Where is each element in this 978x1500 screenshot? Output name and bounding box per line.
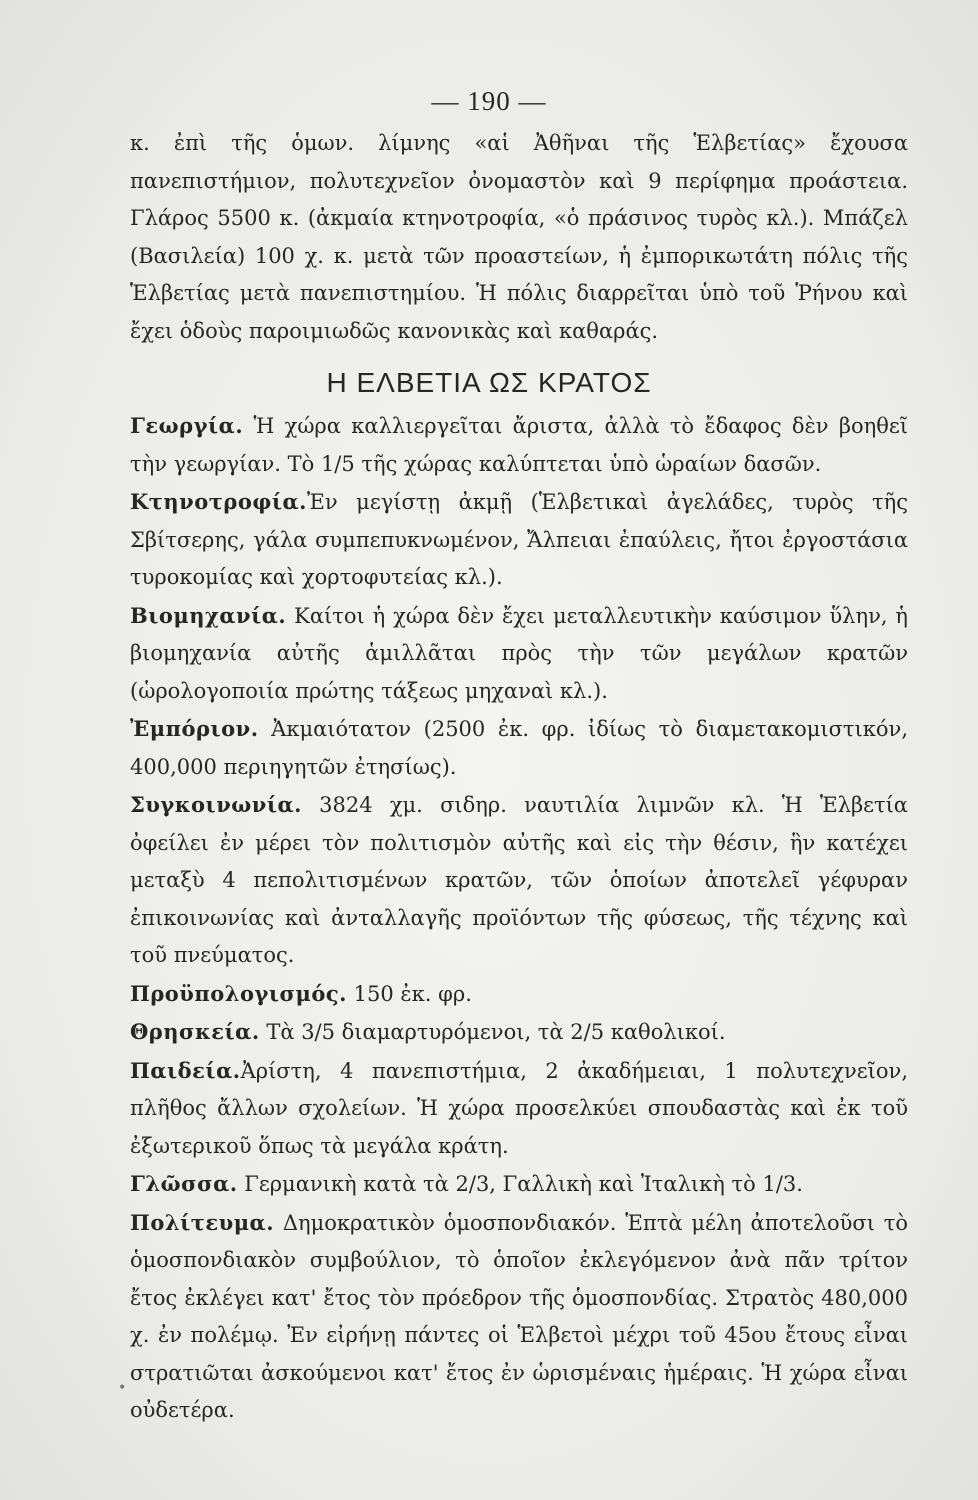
entry-term: Προϋπολογισμός. xyxy=(130,980,347,1006)
entry-text: Ἀρίστη, 4 πανεπιστήμια, 2 ἀκαδήμειαι, 1 πολυτεχνεῖον, πλῆθος ἄλλων σχολείων. Ἡ χώρα προσελκύει σπουδαστὰς καὶ ἐκ τοῦ ἐξωτερικοῦ ὅπως τὰ μεγάλα κράτη. xyxy=(130,1058,908,1158)
entries-list xyxy=(130,407,908,1430)
entry-religion xyxy=(130,1013,908,1052)
entry-language xyxy=(130,1165,908,1204)
entry-budget xyxy=(130,975,908,1014)
entry-text: Γερμανικὴ κατὰ τὰ 2/3, Γαλλικὴ καὶ Ἰταλικὴ τὸ 1/3. xyxy=(237,1172,803,1196)
entry-text: 3824 χμ. σιδηρ. ναυτιλία λιμνῶν κλ. Ἡ Ἑλβετία ὀφείλει ἐν μέρει τὸν πολιτισμὸν αὐτῆς καὶ εἰς τὴν θέσιν, ἣν κατέχει μεταξὺ 4 πεπολιτισμένων κρατῶν, τῶν ὁποίων ἀποτελεῖ γέφυραν ἐπικοινωνίας καὶ ἀνταλλαγῆς προϊόντων τῆς φύσεως, τῆς τέχνης καὶ τοῦ πνεύματος. xyxy=(130,793,908,967)
entry-text: Ἀκμαιότατον (2500 ἐκ. φρ. ἰδίως τὸ διαμετακομιστικόν, 400,000 περιηγητῶν ἐτησίως). xyxy=(130,717,908,779)
margin-mark: • xyxy=(118,1380,127,1396)
entry-education xyxy=(130,1052,908,1166)
entry-industry xyxy=(130,597,908,711)
entry-term: Πολίτευμα. xyxy=(130,1209,275,1235)
entry-term: Συγκοινωνία. xyxy=(130,792,302,817)
entry-term: Παιδεία. xyxy=(130,1057,241,1083)
entry-communication xyxy=(130,786,908,975)
entry-livestock xyxy=(130,483,908,597)
entry-text: Καίτοι ἡ χώρα δὲν ἔχει μεταλλευτικὴν καύσιμον ὕλην, ἡ βιομηχανία αὐτῆς ἁμιλλᾶται πρὸς τὴν τῶν μεγάλων κρατῶν (ὡρολογοποιία πρώτης τάξεως μηχαναὶ κλ.). xyxy=(130,603,908,703)
entry-term: Γεωργία. xyxy=(130,413,244,438)
entry-term: Βιομηχανία. xyxy=(130,602,287,628)
entry-term: Θρησκεία. xyxy=(130,1019,260,1044)
entry-text: Τὰ 3/5 διαμαρτυρόμενοι, τὰ 2/5 καθολικοί. xyxy=(259,1020,726,1044)
entry-text: Ἡ χώρα καλλιεργεῖται ἄριστα, ἀλλὰ τὸ ἔδαφος δὲν βοηθεῖ τὴν γεωργίαν. Τὸ 1/5 τῆς χώρας καλύπτεται ὑπὸ ὡραίων δασῶν. xyxy=(130,414,908,476)
entry-government xyxy=(130,1204,908,1430)
entry-text: Δημοκρατικὸν ὁμοσπονδιακόν. Ἑπτὰ μέλη ἀποτελοῦσι τὸ ὁμοσπονδιακὸν συμβούλιον, τὸ ὁποῖον ἐκλεγόμενον ἀνὰ πᾶν τρίτον ἔτος ἐκλέγει κατ' ἔτος τὸν πρόεδρον τῆς ὁμοσπονδίας. Στρατὸς 480,000 χ. ἐν πολέμῳ. Ἐν εἰρήνῃ πάντες οἱ Ἑλβετοὶ μέχρι τοῦ 45ου ἔτους εἶναι στρατιῶται ἀσκούμενοι κατ' ἔτος ἐν ὡρισμέναις ἡμέραις. Ἡ χώρα εἶναι οὐδετέρα. xyxy=(130,1210,908,1422)
entry-text: 150 ἐκ. φρ. xyxy=(346,981,472,1006)
entry-text: Ἐν μεγίστῃ ἀκμῇ (Ἑλβετικαὶ ἀγελάδες, τυρὸς τῆς Σβίτσερης, γάλα συμπεπυκνωμένον, Ἄλπειαι ἐπαύλεις, ἤτοι ἐργοστάσια τυροκομίας καὶ χορτοφυτείας κλ.). xyxy=(130,490,908,589)
page-number: — 190 — xyxy=(431,86,547,116)
section-title: Η ΕΛΒΕΤΙΑ ΩΣ ΚΡΑΤΟΣ xyxy=(326,367,652,398)
entry-term: Κτηνοτροφία. xyxy=(130,489,307,514)
entry-commerce xyxy=(130,710,908,786)
entry-term: Γλῶσσα. xyxy=(130,1171,238,1196)
intro-paragraph: κ. ἐπὶ τῆς ὁμων. λίμνης «αἱ Ἀθῆναι τῆς Ἑλβετίας» ἔχουσα πανεπιστήμιον, πολυτεχνεῖον ὀνομαστὸν καὶ 9 περίφημα προάστεια. Γλάρος 5500 κ. (ἀκμαία κτηνοτροφία, «ὁ πράσινος τυρὸς κλ.). Μπάζελ (Βασιλεία) 100 χ. κ. μετὰ τῶν προαστείων, ἡ ἐμπορικωτάτη πόλις τῆς Ἑλβετίας μετὰ πανεπιστημίου. Ἡ πόλις διαρρεῖται ὑπὸ τοῦ Ῥήνου καὶ ἔχει ὁδοὺς παροιμιωδῶς κανονικὰς καὶ καθαράς. xyxy=(130,131,908,343)
entry-agriculture xyxy=(130,407,908,483)
entry-term: Ἐμπόριον. xyxy=(130,716,259,741)
